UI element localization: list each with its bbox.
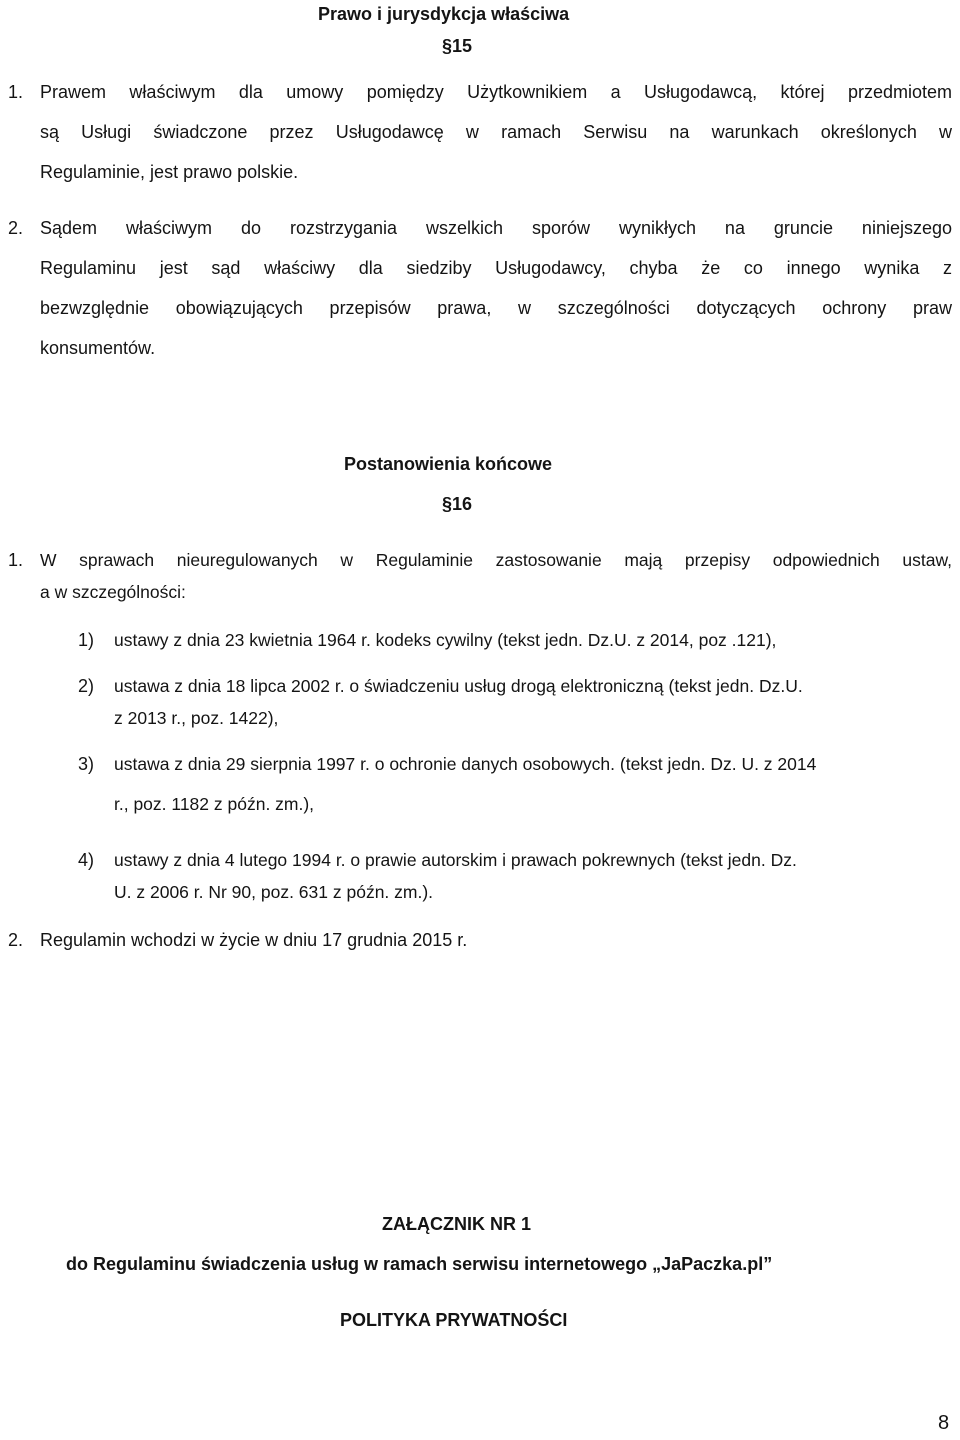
section-heading: Prawo i jurysdykcja właściwa: [318, 4, 570, 24]
text-line: Regulaminu jest sąd właściwy dla siedziby Usługodawcy, chyba że co innego wynika z: [40, 258, 952, 278]
text-line: konsumentów.: [40, 338, 156, 358]
list-item-text: ustawy z dnia 23 kwietnia 1964 r. kodeks cywilny (tekst jedn. Dz.U. z 2014, poz .121),: [114, 630, 777, 650]
paragraph-sign: §15: [442, 36, 473, 56]
text-line: Regulamin wchodzi w życie w dniu 17 grudnia 2015 r.: [40, 930, 468, 950]
list-item-text: U. z 2006 r. Nr 90, poz. 631 z późn. zm.).: [114, 882, 434, 902]
text-line: są Usługi świadczone przez Usługodawcę w ramach Serwisu na warunkach określonych w: [40, 122, 952, 142]
list-item-number: 4): [78, 850, 95, 870]
paragraph-number: 1.: [8, 82, 24, 102]
list-item-number: 3): [78, 754, 95, 774]
paragraph-sign: §16: [442, 494, 473, 514]
policy-title: POLITYKA PRYWATNOŚCI: [340, 1310, 568, 1330]
list-item-text: z 2013 r., poz. 1422),: [114, 708, 279, 728]
page-number: 8: [938, 1412, 950, 1434]
text-line: Sądem właściwym do rozstrzygania wszelkich sporów wynikłych na gruncie niniejszego: [40, 218, 952, 238]
paragraph-number: 2.: [8, 218, 24, 238]
text-line: Prawem właściwym dla umowy pomiędzy Użytkownikiem a Usługodawcą, której przedmiotem: [40, 82, 952, 102]
attachment-title: ZAŁĄCZNIK NR 1: [382, 1214, 531, 1234]
list-item-text: ustawy z dnia 4 lutego 1994 r. o prawie autorskim i prawach pokrewnych (tekst jedn. Dz.: [114, 850, 797, 870]
list-item-number: 2): [78, 676, 95, 696]
list-item-text: r., poz. 1182 z późn. zm.),: [114, 794, 315, 814]
list-item-text: ustawa z dnia 29 sierpnia 1997 r. o ochronie danych osobowych. (tekst jedn. Dz. U. z 2014: [114, 754, 817, 774]
paragraph-number: 2.: [8, 930, 24, 950]
list-item-number: 1): [78, 630, 95, 650]
list-item-text: ustawa z dnia 18 lipca 2002 r. o świadczeniu usług drogą elektroniczną (tekst jedn. Dz.U.: [114, 676, 803, 696]
text-line: W sprawach nieuregulowanych w Regulaminie zastosowanie mają przepisy odpowiednich ustaw,: [40, 550, 952, 570]
attachment-subtitle: do Regulaminu świadczenia usług w ramach serwisu internetowego „JaPaczka.pl”: [66, 1254, 773, 1274]
text-line: Regulaminie, jest prawo polskie.: [40, 162, 299, 182]
text-line: a w szczególności:: [40, 582, 186, 602]
section-heading: Postanowienia końcowe: [344, 454, 553, 474]
paragraph-number: 1.: [8, 550, 24, 570]
text-line: bezwzględnie obowiązujących przepisów prawa, w szczególności dotyczących ochrony praw: [40, 298, 952, 318]
